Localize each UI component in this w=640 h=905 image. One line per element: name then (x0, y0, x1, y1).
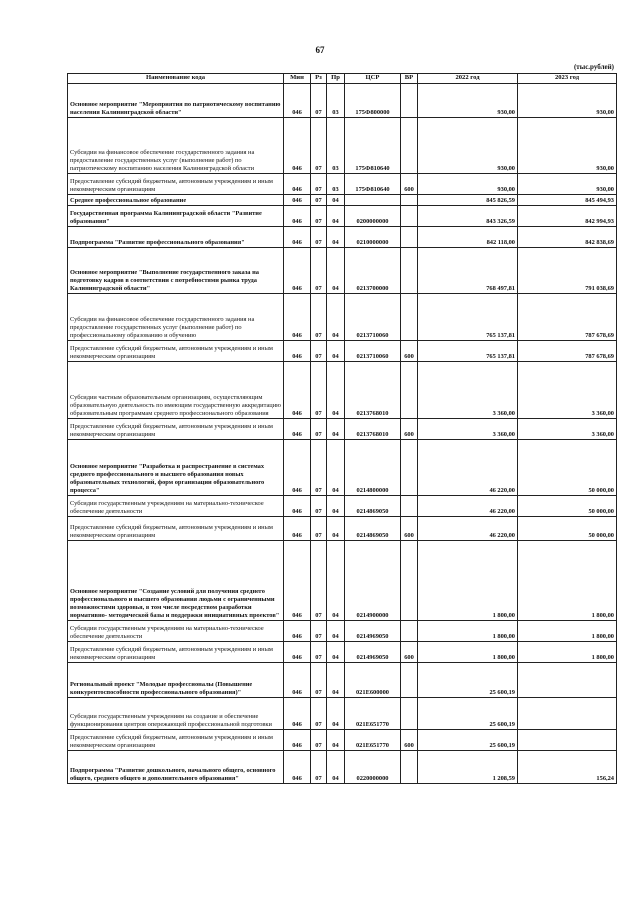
row-vr (401, 227, 418, 248)
row-2023: 930,00 (518, 174, 617, 195)
row-csr: 021E651770 (345, 698, 401, 730)
row-2022: 25 600,19 (418, 730, 518, 751)
row-2023 (518, 730, 617, 751)
table-row (68, 118, 617, 174)
row-name: Среднее профессиональное образование (68, 195, 284, 206)
header-vr: ВР (401, 74, 418, 84)
row-vr (401, 84, 418, 118)
row-name: Государственная программа Калининградской области "Развитие образования" (68, 206, 284, 227)
row-rz: 07 (311, 751, 327, 784)
row-name: Предоставление субсидий бюджетным, автономным учреждениям и иным некоммерческим организациям (68, 419, 284, 440)
row-min: 046 (284, 496, 311, 517)
row-pr: 04 (327, 663, 345, 698)
row-vr: 600 (401, 419, 418, 440)
row-2022: 768 497,81 (418, 248, 518, 294)
table-row (68, 294, 617, 341)
row-rz: 07 (311, 440, 327, 496)
row-name: Основное мероприятие "Мероприятия по патриотическому воспитанию населения Калининградской области" (68, 84, 284, 118)
row-csr: 175Ф810640 (345, 174, 401, 195)
table-row (68, 419, 617, 440)
row-rz: 07 (311, 517, 327, 541)
row-min: 046 (284, 621, 311, 642)
table-row (68, 341, 617, 362)
row-2022: 46 220,00 (418, 440, 518, 496)
row-pr: 04 (327, 227, 345, 248)
row-pr: 04 (327, 419, 345, 440)
row-2023: 3 360,00 (518, 419, 617, 440)
row-rz: 07 (311, 174, 327, 195)
row-vr: 600 (401, 517, 418, 541)
row-rz: 07 (311, 642, 327, 663)
row-2023: 1 800,00 (518, 642, 617, 663)
row-pr: 04 (327, 621, 345, 642)
row-pr: 03 (327, 118, 345, 174)
page-number: 67 (315, 45, 325, 55)
row-rz: 07 (311, 621, 327, 642)
row-2022: 842 118,00 (418, 227, 518, 248)
header-2023: 2023 год (518, 74, 617, 84)
row-vr: 600 (401, 174, 418, 195)
table-row (68, 698, 617, 730)
row-min: 046 (284, 174, 311, 195)
row-rz: 07 (311, 84, 327, 118)
row-csr: 0213768010 (345, 362, 401, 419)
row-csr: 0210000000 (345, 227, 401, 248)
row-pr: 04 (327, 517, 345, 541)
row-vr (401, 496, 418, 517)
row-min: 046 (284, 440, 311, 496)
row-name: Подпрограмма "Развитие профессионального образования" (68, 227, 284, 248)
row-vr (401, 698, 418, 730)
table-row (68, 440, 617, 496)
row-pr: 04 (327, 195, 345, 206)
row-min: 046 (284, 294, 311, 341)
row-vr (401, 118, 418, 174)
row-csr: 175Ф810640 (345, 118, 401, 174)
row-pr: 04 (327, 496, 345, 517)
row-rz: 07 (311, 118, 327, 174)
row-2022: 930,00 (418, 118, 518, 174)
table-row (68, 206, 617, 227)
row-pr: 04 (327, 206, 345, 227)
row-2023 (518, 663, 617, 698)
row-rz: 07 (311, 227, 327, 248)
row-2022: 765 137,81 (418, 294, 518, 341)
row-vr: 600 (401, 730, 418, 751)
table-row (68, 663, 617, 698)
table-row (68, 496, 617, 517)
row-name: Основное мероприятие "Создание условий для получения среднего профессионального и высшего образования людьми с ограниченными возможностями здоровья, в том числе посредством разработки нормативно- методической базы и поддержки инициативных проектов" (68, 541, 284, 621)
row-pr: 04 (327, 730, 345, 751)
row-rz: 07 (311, 541, 327, 621)
row-pr: 04 (327, 642, 345, 663)
table-row (68, 195, 617, 206)
row-2022: 930,00 (418, 174, 518, 195)
row-name: Субсидии на финансовое обеспечение государственного задания на предоставление государственных услуг (выполнение работ) по патриотическому воспитанию населения Калининградской области (68, 118, 284, 174)
row-2023: 787 678,69 (518, 341, 617, 362)
row-rz: 07 (311, 195, 327, 206)
row-2023: 50 000,00 (518, 517, 617, 541)
row-name: Предоставление субсидий бюджетным, автономным учреждениям и иным некоммерческим организациям (68, 341, 284, 362)
row-csr: 0213710060 (345, 341, 401, 362)
row-2022: 1 800,00 (418, 621, 518, 642)
row-min: 046 (284, 751, 311, 784)
row-2022: 1 208,59 (418, 751, 518, 784)
row-2022: 845 826,59 (418, 195, 518, 206)
table-row (68, 751, 617, 784)
row-2023: 845 494,93 (518, 195, 617, 206)
table-row (68, 362, 617, 419)
row-pr: 04 (327, 362, 345, 419)
table-row (68, 174, 617, 195)
row-min: 046 (284, 248, 311, 294)
row-vr (401, 440, 418, 496)
row-rz: 07 (311, 419, 327, 440)
header-name: Наименование кода (68, 74, 284, 84)
row-2023: 50 000,00 (518, 440, 617, 496)
row-vr (401, 206, 418, 227)
row-min: 046 (284, 195, 311, 206)
row-2022: 46 220,00 (418, 517, 518, 541)
row-vr (401, 751, 418, 784)
row-name: Субсидии частным образовательным организациям, осуществляющим образовательную деятельность по имеющим государственную аккредитацию образовательным программам среднего профессионального образования (68, 362, 284, 419)
row-vr (401, 541, 418, 621)
row-rz: 07 (311, 341, 327, 362)
row-csr: 0220000000 (345, 751, 401, 784)
row-min: 046 (284, 419, 311, 440)
row-min: 046 (284, 730, 311, 751)
row-2022: 25 600,19 (418, 663, 518, 698)
row-min: 046 (284, 84, 311, 118)
row-2022: 1 800,00 (418, 541, 518, 621)
table-row (68, 621, 617, 642)
row-csr: 0214869050 (345, 496, 401, 517)
table-row (68, 642, 617, 663)
row-vr (401, 663, 418, 698)
row-csr: 0214800000 (345, 440, 401, 496)
row-vr: 600 (401, 341, 418, 362)
row-2023: 930,00 (518, 84, 617, 118)
row-min: 046 (284, 362, 311, 419)
row-2022: 1 800,00 (418, 642, 518, 663)
row-vr (401, 294, 418, 341)
row-name: Основное мероприятие "Выполнение государственного заказа на подготовку кадров в соответствии с потребностями рынка труда Калининградской области" (68, 248, 284, 294)
row-2022: 3 360,00 (418, 419, 518, 440)
row-rz: 07 (311, 362, 327, 419)
row-min: 046 (284, 663, 311, 698)
row-pr: 04 (327, 751, 345, 784)
row-csr: 021E651770 (345, 730, 401, 751)
row-csr: 0214869050 (345, 517, 401, 541)
unit-label: (тыс.рублей) (573, 63, 614, 71)
row-csr (345, 195, 401, 206)
table-row (68, 517, 617, 541)
row-name: Предоставление субсидий бюджетным, автономным учреждениям и иным некоммерческим организациям (68, 642, 284, 663)
row-2023 (518, 698, 617, 730)
row-2022: 46 220,00 (418, 496, 518, 517)
row-csr: 021E600000 (345, 663, 401, 698)
row-min: 046 (284, 698, 311, 730)
row-rz: 07 (311, 496, 327, 517)
row-csr: 175Ф800000 (345, 84, 401, 118)
row-2023: 930,00 (518, 118, 617, 174)
row-min: 046 (284, 118, 311, 174)
row-name: Субсидии государственным учреждениям на материально-техническое обеспечение деятельности (68, 496, 284, 517)
row-2023: 842 994,93 (518, 206, 617, 227)
table-row (68, 730, 617, 751)
row-csr: 0200000000 (345, 206, 401, 227)
row-vr (401, 621, 418, 642)
row-csr: 0214969050 (345, 621, 401, 642)
row-vr (401, 195, 418, 206)
row-min: 046 (284, 227, 311, 248)
row-name: Региональный проект "Молодые профессионалы (Повышение конкурентоспособности профессионального образования)" (68, 663, 284, 698)
row-2022: 3 360,00 (418, 362, 518, 419)
row-pr: 04 (327, 440, 345, 496)
row-csr: 0213710060 (345, 294, 401, 341)
row-2023: 50 000,00 (518, 496, 617, 517)
row-2023: 787 678,69 (518, 294, 617, 341)
row-csr: 0214900000 (345, 541, 401, 621)
row-2023: 1 800,00 (518, 541, 617, 621)
row-csr: 0214969050 (345, 642, 401, 663)
row-2023: 3 360,00 (518, 362, 617, 419)
row-name: Предоставление субсидий бюджетным, автономным учреждениям и иным некоммерческим организациям (68, 517, 284, 541)
table-row (68, 84, 617, 118)
row-2023: 156,24 (518, 751, 617, 784)
row-name: Основное мероприятие "Разработка и распространение в системах среднего профессионального и высшего образования новых образовательных технологий, форм организации образовательного процесса" (68, 440, 284, 496)
row-csr: 0213700000 (345, 248, 401, 294)
row-name: Субсидии государственным учреждениям на материально-техническое обеспечение деятельности (68, 621, 284, 642)
row-rz: 07 (311, 294, 327, 341)
row-2022: 765 137,81 (418, 341, 518, 362)
header-2022: 2022 год (418, 74, 518, 84)
header-rz: Рз (311, 74, 327, 84)
row-pr: 04 (327, 341, 345, 362)
row-name: Субсидии государственным учреждениям на создание и обеспечение функционирования центров опережающей профессиональной подготовки (68, 698, 284, 730)
row-rz: 07 (311, 248, 327, 294)
row-2023: 1 800,00 (518, 621, 617, 642)
row-name: Предоставление субсидий бюджетным, автономным учреждениям и иным некоммерческим организациям (68, 174, 284, 195)
header-csr: ЦСР (345, 74, 401, 84)
row-pr: 04 (327, 248, 345, 294)
row-min: 046 (284, 541, 311, 621)
row-name: Субсидии на финансовое обеспечение государственного задания на предоставление государственных услуг (выполнение работ) по профессиональному образованию и обучению (68, 294, 284, 341)
table-row (68, 541, 617, 621)
row-vr: 600 (401, 642, 418, 663)
row-pr: 03 (327, 84, 345, 118)
row-2023: 791 038,69 (518, 248, 617, 294)
row-min: 046 (284, 206, 311, 227)
row-rz: 07 (311, 698, 327, 730)
row-name: Подпрограмма "Развитие дошкольного, начального общего, основного общего, среднего общего и дополнительного образования" (68, 751, 284, 784)
table-header-row (68, 74, 617, 84)
table-row (68, 248, 617, 294)
row-rz: 07 (311, 206, 327, 227)
row-2022: 25 600,19 (418, 698, 518, 730)
row-pr: 04 (327, 698, 345, 730)
header-min: Мин (284, 74, 311, 84)
row-min: 046 (284, 517, 311, 541)
table-row (68, 227, 617, 248)
row-vr (401, 362, 418, 419)
row-min: 046 (284, 341, 311, 362)
row-pr: 04 (327, 541, 345, 621)
row-2022: 843 326,59 (418, 206, 518, 227)
row-rz: 07 (311, 663, 327, 698)
row-rz: 07 (311, 730, 327, 751)
row-name: Предоставление субсидий бюджетным, автономным учреждениям и иным некоммерческим организациям (68, 730, 284, 751)
row-2023: 842 838,69 (518, 227, 617, 248)
header-pr: Пр (327, 74, 345, 84)
row-min: 046 (284, 642, 311, 663)
row-csr: 0213768010 (345, 419, 401, 440)
row-2022: 930,00 (418, 84, 518, 118)
row-pr: 04 (327, 294, 345, 341)
budget-table (67, 73, 617, 784)
row-vr (401, 248, 418, 294)
row-pr: 03 (327, 174, 345, 195)
